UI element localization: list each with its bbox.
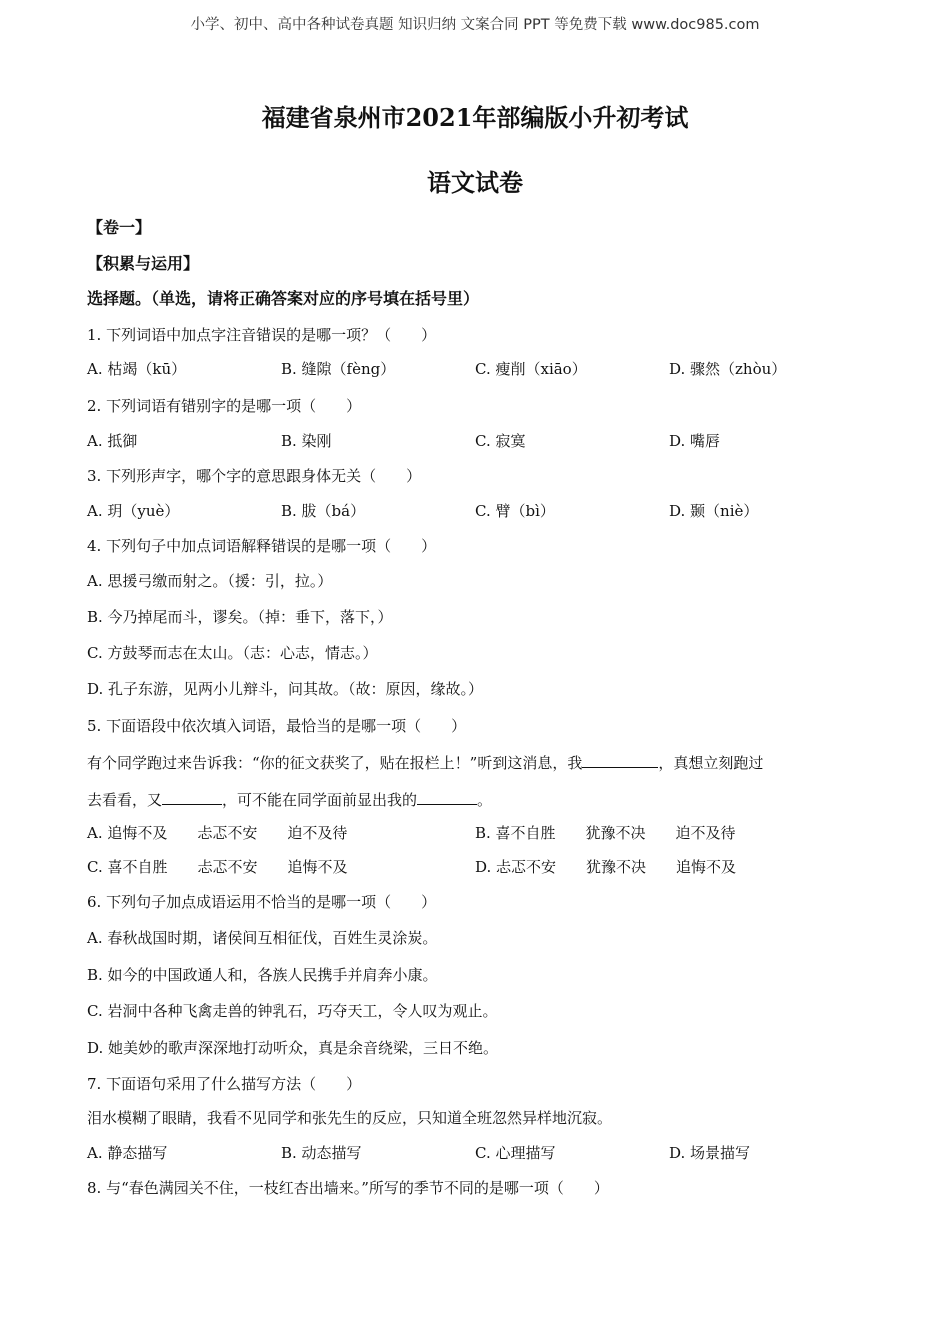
- section-volume: 【卷一】: [87, 218, 152, 237]
- question-3-options: [87, 501, 867, 521]
- option-c: C. 心理描写: [475, 1144, 556, 1162]
- passage-text: 去看看，又: [87, 791, 163, 809]
- question-1-stem: 1. 下列词语中加点字注音错误的是哪一项？（ ）: [87, 326, 437, 344]
- question-5-passage-line-1: [87, 751, 763, 773]
- question-6-option-c: C. 岩洞中各种飞禽走兽的钟乳石，巧夺天工，令人叹为观止。: [87, 1002, 498, 1020]
- section-type: 选择题。（单选，请将正确答案对应的序号填在括号里）: [87, 289, 480, 308]
- question-5-options-row-1: [87, 823, 867, 843]
- question-8-stem: 8. 与“春色满园关不住，一枝红杏出墙来。”所写的季节不同的是哪一项（ ）: [87, 1179, 609, 1197]
- page-header-banner: 小学、初中、高中各种试卷真题 知识归纳 文案合同 PPT 等免费下载 www.doc985.com: [190, 17, 760, 33]
- question-1-options: [87, 359, 867, 379]
- question-4-option-c: C. 方鼓琴而志在太山。（志：心志，情志。）: [87, 644, 378, 662]
- question-2-stem: 2. 下列词语有错别字的是哪一项（ ）: [87, 397, 362, 415]
- question-5-stem: 5. 下面语段中依次填入词语，最恰当的是哪一项（ ）: [87, 717, 467, 735]
- option-c: C. 臂（bì）: [475, 502, 555, 520]
- question-6-option-a: A. 春秋战国时期，诸侯间互相征伐，百姓生灵涂炭。: [87, 929, 438, 947]
- answer-blank-1: [582, 751, 658, 768]
- passage-text: 有个同学跑过来告诉我：“你的征文获奖了，贴在报栏上！”听到这消息，我: [87, 754, 583, 772]
- question-7-passage: 泪水模糊了眼睛，我看不见同学和张先生的反应，只知道全班忽然异样地沉寂。: [87, 1109, 613, 1127]
- question-4-option-d: D. 孔子东游，见两小儿辩斗，问其故。（故：原因，缘故。）: [87, 680, 484, 698]
- option-d: D. 骤然（zhòu）: [669, 360, 787, 378]
- option-a: A. 枯竭（kū）: [87, 360, 187, 378]
- answer-blank-2: [162, 788, 222, 805]
- option-c: C. 喜不自胜 忐忑不安 追悔不及: [87, 858, 348, 876]
- question-6-option-d: D. 她美妙的歌声深深地打动听众，真是余音绕梁，三日不绝。: [87, 1039, 499, 1057]
- question-7-options: [87, 1143, 867, 1163]
- question-7-stem: 7. 下面语句采用了什么描写方法（ ）: [87, 1075, 362, 1093]
- option-d: D. 忐忑不安 犹豫不决 追悔不及: [475, 858, 737, 876]
- option-b: B. 喜不自胜 犹豫不决 迫不及待: [475, 824, 736, 842]
- passage-text: 。: [477, 791, 493, 809]
- option-b: B. 缝隙（fèng）: [281, 360, 396, 378]
- answer-blank-3: [417, 788, 477, 805]
- question-3-stem: 3. 下列形声字，哪个字的意思跟身体无关（ ）: [87, 467, 422, 485]
- option-b: B. 染刚: [281, 432, 332, 450]
- option-c: C. 寂寞: [475, 432, 526, 450]
- option-b: B. 胈（bá）: [281, 502, 366, 520]
- passage-text: ，可不能在同学面前显出我的: [222, 791, 418, 809]
- passage-text: ，真想立刻跑过: [658, 754, 764, 772]
- option-a: A. 玥（yuè）: [87, 502, 180, 520]
- question-4-stem: 4. 下列句子中加点词语解释错误的是哪一项（ ）: [87, 537, 437, 555]
- exam-title: 福建省泉州市2021年部编版小升初考试: [261, 103, 689, 132]
- option-a: A. 追悔不及 忐忑不安 迫不及待: [87, 824, 348, 842]
- question-4-option-b: B. 今乃掉尾而斗，谬矣。（掉：垂下，落下，）: [87, 608, 393, 626]
- option-a: A. 抵御: [87, 432, 138, 450]
- option-d: D. 嘴唇: [669, 432, 721, 450]
- question-6-option-b: B. 如今的中国政通人和，各族人民携手并肩奔小康。: [87, 966, 438, 984]
- section-part: 【积累与运用】: [87, 254, 200, 273]
- question-2-options: [87, 431, 867, 451]
- option-d: D. 场景描写: [669, 1144, 751, 1162]
- option-a: A. 静态描写: [87, 1144, 168, 1162]
- exam-subtitle: 语文试卷: [427, 168, 523, 197]
- question-5-passage-line-2: [87, 788, 492, 810]
- question-6-stem: 6. 下列句子加点成语运用不恰当的是哪一项（ ）: [87, 893, 437, 911]
- question-5-options-row-2: [87, 857, 867, 877]
- option-d: D. 颞（niè）: [669, 502, 759, 520]
- option-b: B. 动态描写: [281, 1144, 362, 1162]
- option-c: C. 瘦削（xiāo）: [475, 360, 587, 378]
- question-4-option-a: A. 思援弓缴而射之。（援：引，拉。）: [87, 572, 333, 590]
